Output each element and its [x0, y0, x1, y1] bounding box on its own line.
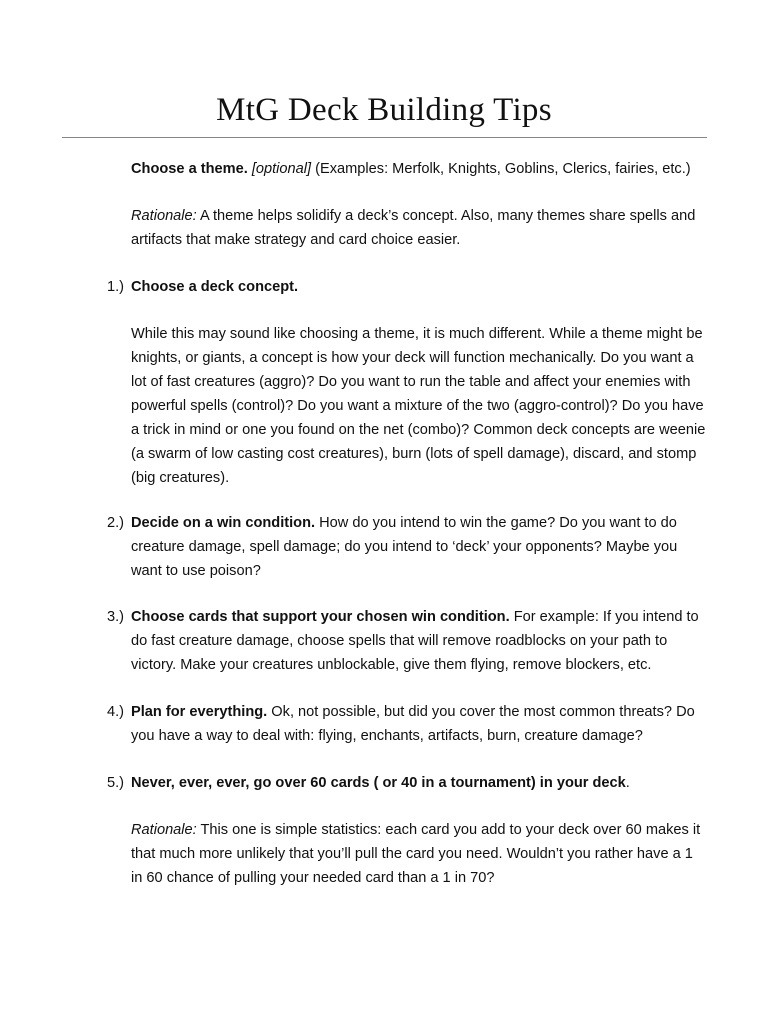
tip-5-heading-line	[131, 771, 731, 795]
theme-paragraph	[131, 157, 721, 181]
theme-heading: Choose a theme.	[131, 161, 248, 177]
tip-4-paragraph	[131, 700, 711, 748]
theme-optional: [optional]	[251, 161, 312, 177]
tip-1-detail: While this may sound like choosing a theme, it is much different. While a theme might be knights, or giants, a concept is how your deck will function mechanically. Do you want a lot of fast creatures (aggro)? Do you want to run the table and affect your enemies with powerful spells (control)? Do you want a mixture of the two (aggro-control)? Do you have a trick in mind or one you found on the net (combo)? Common deck concepts are weenie (a swarm of low casting cost creatures), burn (lots of spell damage), discard, and stomp (big creatures).	[131, 326, 706, 486]
theme-rationale	[131, 204, 706, 252]
title-underline	[62, 137, 707, 138]
tip-5-heading: Never, ever, ever, go over 60 cards ( or 40 in a tournament) in your deck	[131, 775, 626, 791]
theme-rationale-label: Rationale:	[131, 208, 197, 224]
tip-2-text: How do you intend to win the game? Do you want to do creature damage, spell damage; do you intend to ‘deck’ your opponents? Maybe you want to use poison?	[131, 515, 678, 579]
tip-2-heading: Decide on a win condition.	[131, 515, 316, 531]
tip-4-text: Ok, not possible, but did you cover the most common threats? Do you have a way to deal with: flying, enchants, artifacts, burn, creature damage?	[131, 704, 695, 744]
tip-1-number: 1.)	[107, 279, 125, 295]
tip-3-text: For example: If you intend to do fast creature damage, choose spells that will remove roadblocks on your path to victory. Make your creatures unblockable, give them flying, remove blockers, etc.	[131, 609, 699, 673]
tip-5-rationale	[131, 818, 706, 890]
tip-3-number: 3.)	[107, 609, 125, 625]
tip-5-rationale-label: Rationale:	[131, 822, 197, 838]
tip-4-number: 4.)	[107, 704, 125, 720]
tip-1-heading: Choose a deck concept.	[131, 279, 299, 295]
tip-3-heading: Choose cards that support your chosen win condition.	[131, 609, 510, 625]
tip-3-paragraph	[131, 605, 711, 677]
tip-1-heading-line	[131, 275, 721, 299]
tip-2-paragraph	[131, 511, 706, 583]
tip-5-text: .	[625, 775, 630, 791]
tip-5-rationale-text: This one is simple statistics: each card you add to your deck over 60 makes it that much more unlikely that you’ll pull the card you need. Wouldn’t you rather have a 1 in 60 chance of pulling your needed card than a 1 in 70?	[131, 822, 701, 886]
tip-5-number: 5.)	[107, 775, 125, 791]
theme-rationale-text: A theme helps solidify a deck’s concept. Also, many themes share spells and artifacts that make strategy and card choice easier.	[131, 208, 696, 248]
theme-examples: (Examples: Merfolk, Knights, Goblins, Clerics, fairies, etc.)	[311, 161, 691, 177]
tip-4-heading: Plan for everything.	[131, 704, 268, 720]
page-title: MtG Deck Building Tips	[216, 92, 552, 128]
tip-2-number: 2.)	[107, 515, 125, 531]
